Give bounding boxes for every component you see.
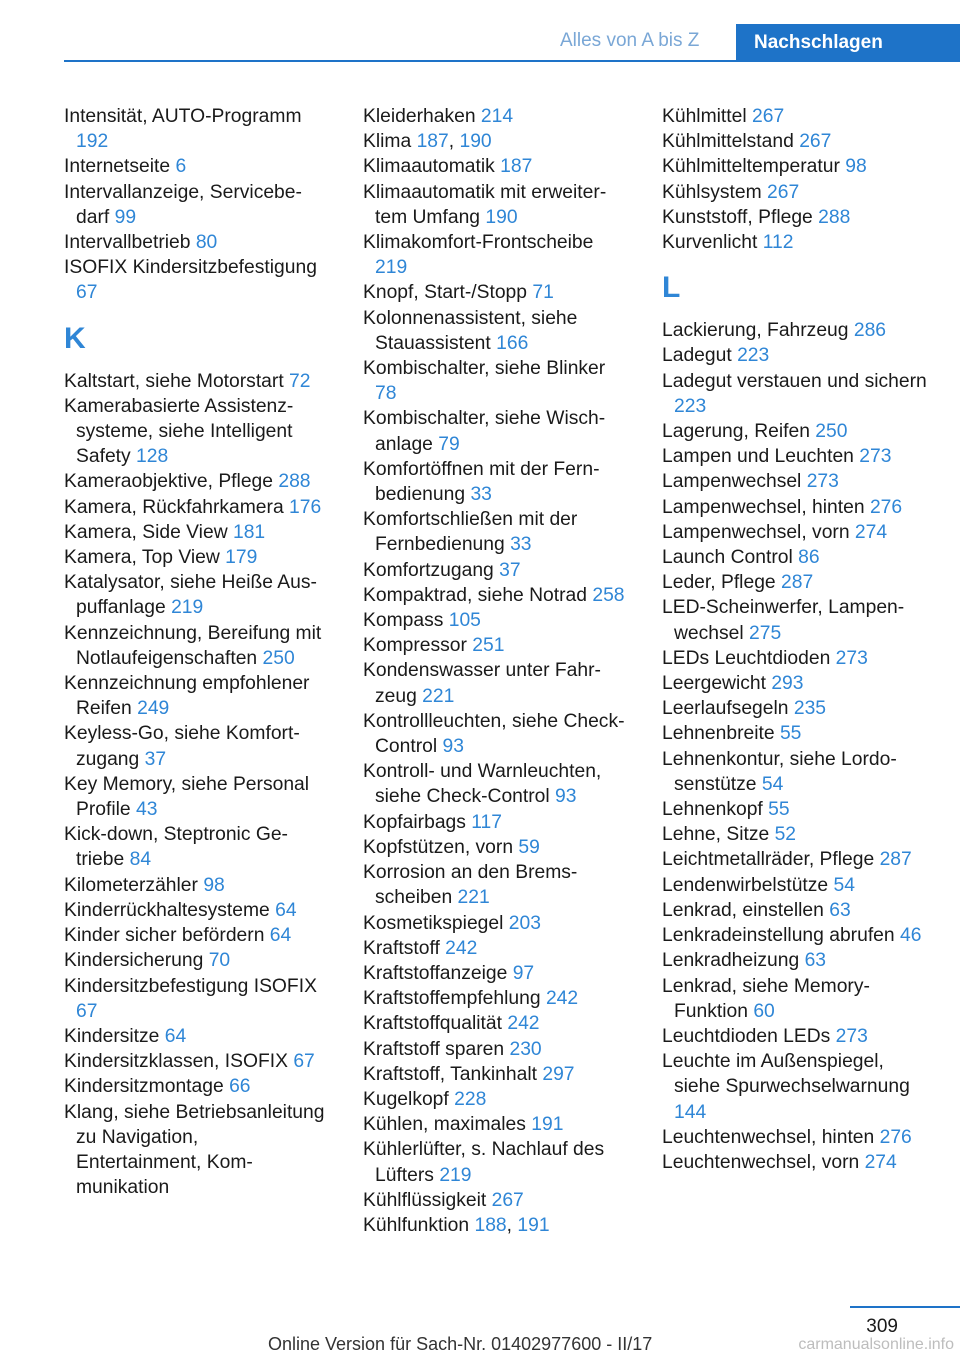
page-reference-link[interactable]: 258	[592, 584, 625, 606]
page-reference-link[interactable]: 235	[793, 698, 827, 720]
page-reference-link[interactable]: 223	[737, 345, 770, 367]
index-entry-term: Kühlerlüfter, s. Nachlauf des Lüfters	[363, 1139, 605, 1186]
index-entry	[363, 1112, 625, 1137]
page-reference-link[interactable]: 93	[555, 786, 577, 808]
index-entry-term: Kinder sicher befördern	[64, 925, 270, 947]
index-entry-term: Internetseite	[64, 156, 176, 178]
index-entry-term: Leuchte im Außenspiegel, siehe Spurwechselwarnung	[662, 1051, 910, 1098]
index-entry	[662, 343, 930, 368]
index-entry	[363, 1188, 625, 1213]
page-reference-link[interactable]: 288	[818, 206, 851, 228]
index-entry-term: Lenkrad, siehe Memory-Funktion	[662, 975, 870, 1022]
index-entry	[662, 646, 930, 671]
index-entry	[363, 633, 625, 658]
index-entry-term: Kolonnenassistent, siehe Stauassistent	[363, 307, 578, 354]
page-reference-link[interactable]: 64	[164, 1025, 187, 1047]
index-entry-term: Katalysator, siehe Heiße Auspuffanlage	[64, 572, 317, 619]
index-entry	[363, 759, 625, 809]
index-entry	[363, 356, 625, 406]
page-reference-link[interactable]: 190	[485, 206, 518, 228]
index-entry-term: Lenkrad, einstellen	[662, 899, 830, 921]
page-reference-link[interactable]: 275	[749, 622, 782, 644]
index-entry-term: Ladegut verstauen und sichern	[662, 370, 927, 392]
index-entry-term: Lehnenkopf	[662, 799, 769, 821]
index-entry-term: Lampenwechsel, vorn	[662, 521, 855, 543]
index-entry-term: Lagerung, Reifen	[662, 421, 816, 443]
page-reference-link[interactable]: 223	[674, 395, 707, 417]
page-reference-link[interactable]: 219	[375, 257, 408, 279]
index-entry-term: Keyless-Go, siehe Komfortzugang	[64, 723, 300, 770]
index-entry	[64, 255, 326, 305]
index-entry	[64, 104, 326, 154]
index-entry	[363, 1011, 625, 1036]
index-entry	[363, 658, 625, 708]
index-entry	[662, 444, 930, 469]
index-entry-term: Kindersicherung	[64, 950, 209, 972]
index-entry	[363, 1037, 625, 1062]
page-reference-link[interactable]: 187	[500, 156, 533, 178]
page-reference-link[interactable]: 112	[762, 232, 794, 254]
index-entry	[64, 369, 326, 394]
page-reference-link[interactable]: 166	[496, 332, 529, 354]
index-entry	[662, 1125, 930, 1150]
index-entry	[662, 847, 930, 872]
index-entry-term: Kunststoff, Pflege	[662, 206, 819, 228]
page-reference-link[interactable]: 33	[470, 484, 492, 506]
page-reference-link[interactable]: 67	[76, 1000, 98, 1022]
page-reference-link[interactable]: 179	[225, 547, 258, 569]
index-entry-term: Klima	[363, 131, 417, 153]
index-entry	[363, 911, 625, 936]
index-entry	[363, 280, 625, 305]
index-entry	[662, 1049, 930, 1125]
index-entry-term: Launch Control	[662, 547, 799, 569]
index-entry-term: Kindersitzmontage	[64, 1076, 230, 1098]
page-reference-link[interactable]: 80	[195, 232, 218, 254]
index-entry	[662, 822, 930, 847]
index-entry	[64, 772, 326, 822]
page-reference-link[interactable]: 188	[474, 1214, 507, 1236]
page-reference-link[interactable]: 98	[203, 874, 225, 896]
index-entry-term: Kindersitzbefestigung ISOFIX	[64, 975, 317, 997]
page-reference-link[interactable]: 250	[815, 421, 848, 443]
page-reference-link[interactable]: 297	[542, 1063, 575, 1085]
page-reference-link[interactable]: 192	[76, 131, 109, 153]
index-entry-term: Kontrollleuchten, siehe Check-Control	[363, 710, 625, 758]
index-entry	[363, 583, 625, 608]
page-reference-link[interactable]: 190	[459, 131, 492, 153]
page-reference-link[interactable]: 287	[781, 572, 814, 594]
page-reference-link[interactable]: 221	[422, 685, 455, 707]
index-entry	[662, 923, 930, 948]
index-entry	[64, 1049, 326, 1074]
index-entry-term: Kühlflüssigkeit	[363, 1189, 492, 1211]
index-entry	[662, 696, 930, 721]
page-reference-link[interactable]: 273	[835, 1025, 868, 1047]
index-entry-term: Kaltstart, siehe Motorstart	[64, 370, 290, 392]
index-entry	[64, 545, 326, 570]
page-reference-link[interactable]: 59	[518, 836, 540, 858]
index-entry	[662, 797, 930, 822]
index-entry-term: Lampen und Leuchten	[662, 446, 860, 468]
page-reference-link[interactable]: 187	[416, 131, 449, 153]
index-entry	[662, 595, 930, 645]
index-entry-term: Komfortöffnen mit der Fernbedienung	[363, 458, 600, 506]
index-entry	[363, 709, 625, 759]
index-entry	[64, 923, 326, 948]
page-reference-link[interactable]: 71	[532, 282, 554, 304]
index-entry	[662, 495, 930, 520]
index-entry	[363, 507, 625, 557]
index-entry	[363, 180, 625, 230]
index-entry: Kühlfunktion 188, 191	[363, 1214, 550, 1236]
index-entry-term: Kamera, Top View	[64, 547, 226, 569]
index-entry	[662, 974, 930, 1024]
page-reference-link[interactable]: 98	[845, 156, 867, 178]
index-entry-term: Komfortschließen mit der Fernbedienung	[363, 509, 578, 556]
page-number: 309	[866, 1316, 898, 1337]
index-entry	[662, 469, 930, 494]
page-reference-link[interactable]: 273	[806, 471, 839, 493]
index-entry-term: Kameraobjektive, Pflege	[64, 471, 279, 493]
index-letter-heading: K	[64, 321, 86, 355]
index-entry	[64, 671, 326, 721]
index-entry-term: Korrosion an den Bremsscheiben	[363, 862, 578, 909]
page-reference-link[interactable]: 86	[798, 547, 820, 569]
index-entry-term: Kopfairbags	[363, 811, 472, 833]
page-reference-link[interactable]: 276	[869, 496, 903, 518]
index-entry	[363, 154, 625, 179]
page-reference-link[interactable]: 6	[175, 156, 187, 178]
index-entry	[662, 747, 930, 797]
index-entry-term: Kombischalter, siehe Wischanlage	[363, 408, 606, 455]
page-reference-link[interactable]: 181	[232, 521, 266, 543]
index-entry-term: Kraftstoff, Tankinhalt	[363, 1063, 543, 1085]
index-entry	[662, 1024, 930, 1049]
page-reference-link[interactable]: 274	[854, 521, 888, 543]
index-entry-term: Kraftstoff	[363, 937, 446, 959]
index-entry-term: Lampenwechsel, hinten	[662, 496, 870, 518]
index-entry-term: Klimaautomatik mit erweitertem Umfang	[363, 181, 607, 228]
index-entry	[64, 721, 326, 771]
index-entry-term: Leichtmetallräder, Pflege	[662, 849, 880, 871]
page-reference-link[interactable]: 242	[507, 1013, 540, 1035]
index-entry-term: Lenkradheizung	[662, 950, 805, 972]
page-reference-link[interactable]: 66	[229, 1076, 251, 1098]
page-reference-link[interactable]: 72	[289, 370, 311, 392]
index-column-1	[64, 104, 326, 1200]
index-entry-term: Lampenwechsel	[662, 471, 807, 493]
index-entry-term: Kindersitze	[64, 1025, 165, 1047]
index-entry-term: Intervallbetrieb	[64, 232, 196, 254]
index-entry	[363, 1137, 625, 1187]
index-entry-term: Kamera, Side View	[64, 521, 233, 543]
page-reference-link[interactable]: 293	[771, 673, 804, 695]
index-entry-term: Kamerabasierte Assistenzsysteme, siehe Intelligent Safety	[64, 395, 294, 468]
index-entry-term: Intervallanzeige, Servicebedarf	[64, 181, 302, 228]
index-entry-term: Kilometerzähler	[64, 874, 204, 896]
index-entry	[363, 104, 625, 129]
page-reference-link[interactable]: 273	[859, 446, 892, 468]
index-entry-term: Klimaautomatik	[363, 156, 501, 178]
index-entry-term: Leergewicht	[662, 673, 772, 695]
index-entry-term: Kompaktrad, siehe Notrad	[363, 584, 593, 606]
footer-rule	[850, 1306, 960, 1308]
page-reference-link[interactable]: 105	[448, 610, 481, 632]
page-reference-link[interactable]: 276	[879, 1126, 912, 1148]
index-entry	[662, 205, 930, 230]
index-entry-term: Intensität, AUTO-Programm	[64, 106, 302, 127]
index-entry-term: Kraftstoffqualität	[363, 1013, 508, 1035]
index-entry-term: Komfortzugang	[363, 559, 500, 581]
index-entry	[64, 520, 326, 545]
page-reference-link[interactable]: 55	[779, 723, 802, 745]
index-entry	[363, 457, 625, 507]
index-entry-term: Kraftstoffempfehlung	[363, 988, 546, 1010]
index-entry-term: Kompass	[363, 610, 449, 632]
index-entry-term: Klimakomfort-Frontscheibe	[363, 232, 594, 254]
index-entry-term: Kurvenlicht	[662, 232, 763, 254]
index-entry	[662, 180, 930, 205]
index-column-2	[363, 104, 625, 1238]
header-section-label: Alles von A bis Z	[560, 30, 700, 51]
index-entry-term: Leder, Pflege	[662, 572, 781, 594]
page-reference-link[interactable]: 250	[262, 647, 295, 669]
index-entry	[662, 721, 930, 746]
page-reference-link[interactable]: 128	[136, 446, 169, 468]
page-reference-link[interactable]: 214	[480, 106, 514, 127]
index-entry-term: Ladegut	[662, 345, 738, 367]
index-entry-term: Kühlmitteltemperatur	[662, 156, 846, 178]
page-reference-link[interactable]: 43	[136, 799, 158, 821]
index-entry-term: Leerlaufsegeln	[662, 698, 794, 720]
index-entry-term: ISOFIX Kindersitzbefestigung	[64, 257, 317, 279]
index-entry	[662, 520, 930, 545]
index-entry-term: Lehnenbreite	[662, 723, 780, 745]
page-reference-link[interactable]: 60	[753, 1000, 775, 1022]
index-entry-term: Kombischalter, siehe Blinker	[363, 358, 606, 380]
page-reference-link[interactable]: 267	[767, 181, 800, 203]
index-entry	[363, 1062, 625, 1087]
page-reference-link[interactable]: 221	[457, 887, 490, 909]
index-entry	[363, 936, 625, 961]
page-reference-link[interactable]: 37	[499, 559, 521, 581]
index-entry	[662, 369, 930, 419]
page-reference-link[interactable]: 54	[833, 874, 855, 896]
index-entry	[363, 986, 625, 1011]
index-entry	[662, 104, 930, 129]
page-reference-link[interactable]: 228	[454, 1088, 487, 1110]
index-entry	[64, 822, 326, 872]
index-entry	[363, 860, 625, 910]
index-entry-term: Klang, siehe Betriebsanleitung zu Navigation, Entertainment, Kommunikation	[64, 1101, 325, 1199]
page-reference-link[interactable]: 64	[275, 899, 297, 921]
index-entry	[662, 873, 930, 898]
page-reference-link[interactable]: 46	[899, 925, 922, 947]
page-reference-link[interactable]: 267	[799, 131, 832, 153]
index-entry-term: Kühlfunktion	[363, 1214, 475, 1236]
index-entry	[662, 948, 930, 973]
page-reference-link[interactable]: 191	[517, 1214, 550, 1236]
index-entry	[363, 406, 625, 456]
index-entry-term: Kühlen, maximales	[363, 1114, 532, 1136]
index-entry-term: LEDs Leuchtdioden	[662, 647, 836, 669]
index-entry-term: LED-Scheinwerfer, Lampenwechsel	[662, 597, 905, 644]
index-entry-term: Kosmetikspiegel	[363, 912, 509, 934]
page-reference-link[interactable]: 79	[438, 433, 460, 455]
index-entry-term: Leuchtenwechsel, vorn	[662, 1151, 865, 1173]
index-entry-term: Key Memory, siehe Personal Profile	[64, 773, 310, 821]
index-entry	[64, 1074, 326, 1099]
index-entry	[64, 948, 326, 973]
page-reference-link[interactable]: 52	[774, 824, 797, 846]
index-entry	[662, 898, 930, 923]
index-entry-term: Leuchtdioden LEDs	[662, 1025, 836, 1047]
page-reference-link[interactable]: 219	[171, 597, 204, 619]
index-entry-term: Kennzeichnung, Bereifung mit Notlaufeigenschaften	[64, 622, 322, 669]
index-entry-term: Lenkradeinstellung abrufen	[662, 925, 900, 947]
index-entry	[64, 873, 326, 898]
page-reference-link[interactable]: 64	[269, 925, 292, 947]
page-reference-link[interactable]: 191	[531, 1114, 564, 1136]
page-reference-link[interactable]: 274	[864, 1151, 897, 1173]
page-reference-link[interactable]: 176	[289, 496, 322, 518]
index-entry-term: Kontroll- und Warnleuchten, siehe Check-Control	[363, 761, 602, 808]
page-reference-link[interactable]: 203	[508, 912, 541, 934]
index-entry	[363, 608, 625, 633]
index-entry	[363, 835, 625, 860]
index-entry: Klima 187, 190	[363, 131, 492, 153]
index-entry-term: Lackierung, Fahrzeug	[662, 320, 854, 342]
index-entry	[64, 1100, 326, 1201]
page-reference-link[interactable]: 93	[442, 736, 464, 758]
index-entry-term: Kühlmittelstand	[662, 131, 800, 153]
index-entry	[662, 318, 930, 343]
page-reference-link[interactable]: 249	[137, 698, 170, 720]
page-reference-link[interactable]: 117	[471, 811, 503, 833]
page-reference-link[interactable]: 63	[829, 899, 851, 921]
index-entry	[64, 621, 326, 671]
index-entry	[662, 154, 930, 179]
page-reference-link[interactable]: 55	[768, 799, 790, 821]
index-entry	[64, 495, 326, 520]
page-reference-link[interactable]: 267	[752, 106, 785, 127]
page-reference-link[interactable]: 67	[76, 282, 98, 304]
page-reference-link[interactable]: 242	[545, 988, 579, 1010]
index-entry	[363, 230, 625, 280]
page-reference-link[interactable]: 251	[472, 635, 505, 657]
index-entry-term: Kleiderhaken	[363, 106, 481, 127]
page-reference-link[interactable]: 67	[293, 1051, 315, 1073]
index-entry	[363, 558, 625, 583]
index-entry	[363, 1087, 625, 1112]
index-entry-term: Kühlmittel	[662, 106, 753, 127]
index-entry-term: Lendenwirbelstütze	[662, 874, 834, 896]
index-entry-term: Knopf, Start-/Stopp	[363, 282, 533, 304]
index-entry-term: Kennzeichnung empfohlener Reifen	[64, 673, 310, 720]
index-entry	[662, 230, 930, 255]
index-entry-term: Lehnenkontur, siehe Lordosenstütze	[662, 748, 897, 795]
index-entry-term: Kopfstützen, vorn	[363, 836, 519, 858]
index-entry-term: Kompressor	[363, 635, 473, 657]
page-reference-link[interactable]: 54	[761, 773, 784, 795]
index-entry-term: Kamera, Rückfahrkamera	[64, 496, 290, 518]
index-entry-term: Kick-down, Steptronic Getriebe	[64, 824, 288, 871]
page-reference-link[interactable]: 84	[129, 849, 152, 871]
index-entry	[662, 671, 930, 696]
index-entry	[662, 570, 930, 595]
index-entry	[64, 394, 326, 470]
index-entry	[64, 974, 326, 1024]
index-entry-term: Kindersitzklassen, ISOFIX	[64, 1051, 294, 1073]
index-column-3	[662, 104, 930, 1175]
index-entry	[64, 230, 326, 255]
index-entry	[64, 570, 326, 620]
page-reference-link[interactable]: 287	[879, 849, 912, 871]
index-entry	[662, 1150, 930, 1175]
index-entry	[64, 469, 326, 494]
page-reference-link[interactable]: 78	[375, 383, 397, 405]
index-entry	[363, 961, 625, 986]
page-reference-link[interactable]: 37	[144, 748, 167, 770]
page-reference-link[interactable]: 219	[439, 1164, 472, 1186]
index-entry	[662, 545, 930, 570]
page-reference-link[interactable]: 267	[491, 1189, 524, 1211]
header-tab-label: Nachschlagen	[754, 32, 883, 53]
page-reference-link[interactable]: 97	[512, 962, 535, 984]
page-reference-link[interactable]: 230	[509, 1038, 542, 1060]
index-entry-term: Kraftstoff sparen	[363, 1038, 510, 1060]
index-entry-term: Leuchtenwechsel, hinten	[662, 1126, 880, 1148]
page-reference-link[interactable]: 99	[114, 206, 137, 228]
index-entry-term: Kondenswasser unter Fahrzeug	[363, 660, 601, 707]
index-entry	[64, 898, 326, 923]
index-entry-term: Kühlsystem	[662, 181, 768, 203]
index-entry	[662, 129, 930, 154]
index-entry-term: Kinderrückhaltesysteme	[64, 899, 276, 921]
index-entry-term: Kugelkopf	[363, 1088, 455, 1110]
index-entry	[64, 180, 326, 230]
index-entry	[64, 154, 326, 179]
page-reference-link[interactable]: 286	[853, 320, 887, 342]
index-entry-term: Kraftstoffanzeige	[363, 962, 513, 984]
header-tab[interactable]	[736, 24, 960, 62]
index-entry-term: Lehne, Sitze	[662, 824, 775, 846]
page-reference-link[interactable]: 288	[278, 471, 311, 493]
index-entry	[64, 1024, 326, 1049]
footer-text: Online Version für Sach-Nr. 01402977600 - II/17	[268, 1334, 653, 1354]
page-reference-link[interactable]: 144	[674, 1101, 707, 1123]
page-reference-link[interactable]: 242	[445, 937, 478, 959]
index-entry	[363, 306, 625, 356]
page-reference-link[interactable]: 70	[208, 950, 231, 972]
page-reference-link[interactable]: 63	[804, 950, 827, 972]
index-letter-heading: L	[662, 271, 681, 305]
watermark: carmanualsonline.info	[798, 1336, 954, 1353]
page-reference-link[interactable]: 33	[510, 534, 532, 556]
index-entry	[363, 810, 625, 835]
index-entry	[662, 419, 930, 444]
page-reference-link[interactable]: 273	[835, 647, 868, 669]
